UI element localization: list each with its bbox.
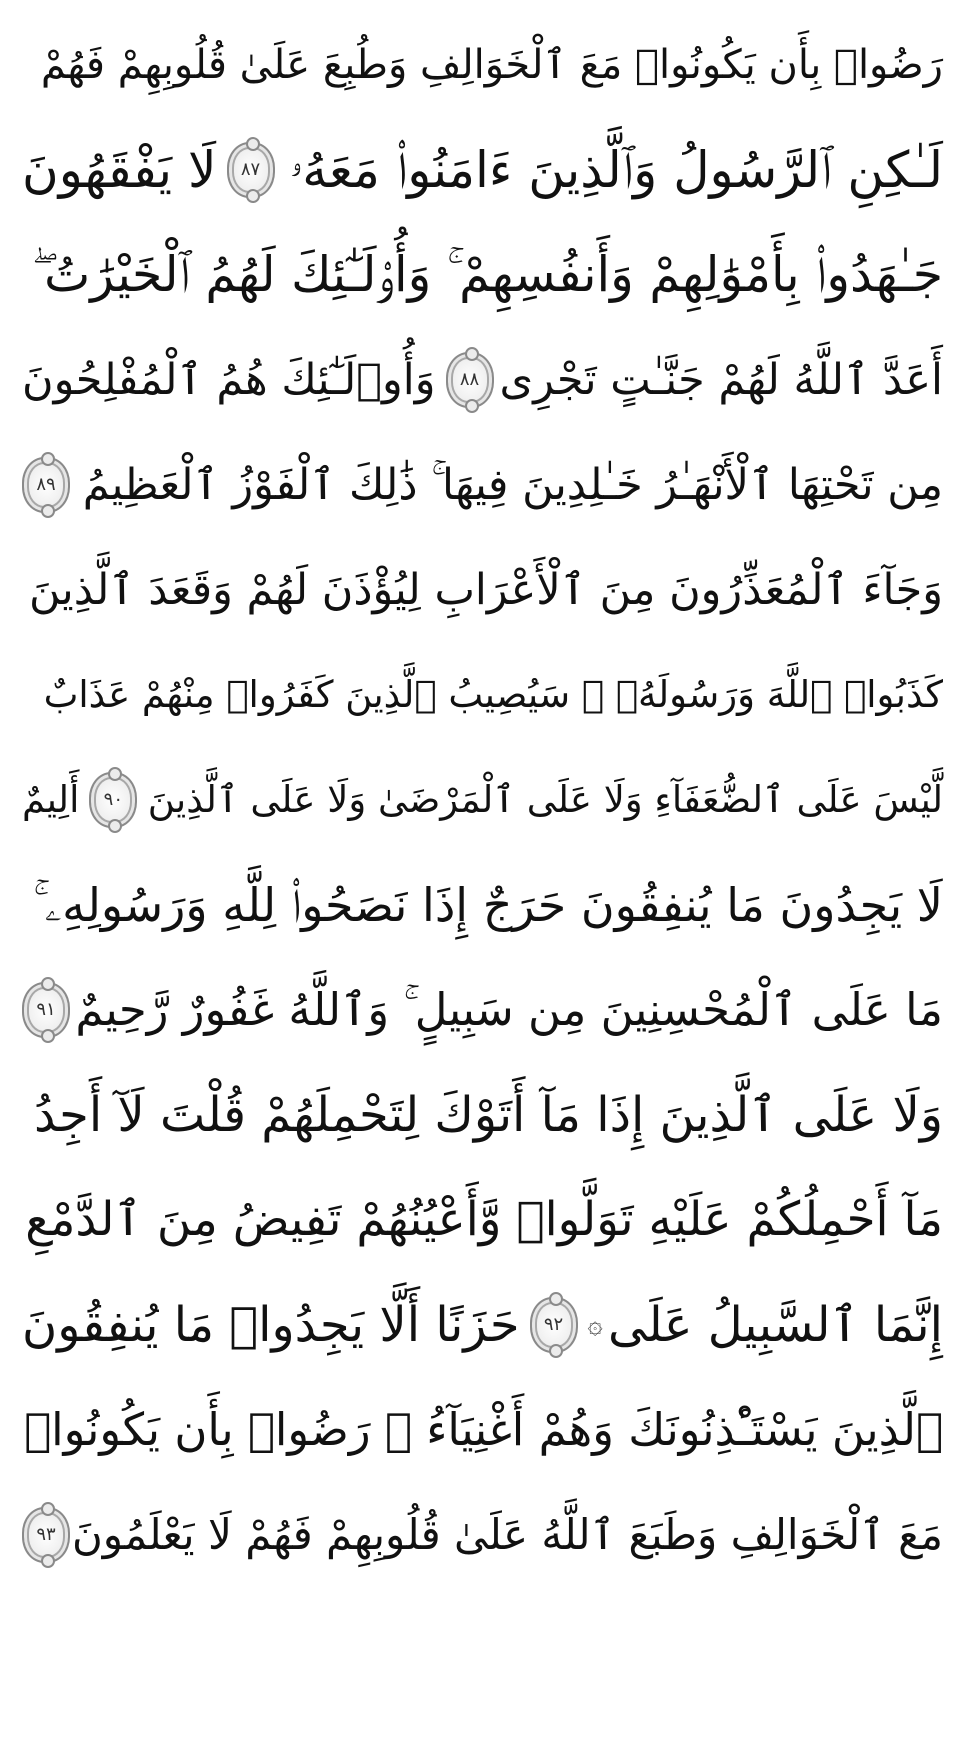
verse-text: مِن تَحْتِهَا ٱلْأَنْهَـٰرُ خَـٰلِدِينَ فِيهَا ۚ ذَٰلِكَ ٱلْفَوْزُ ٱلْعَظِيمُ [82, 460, 943, 510]
verse-text: مَعَ ٱلْخَوَالِفِ وَطَبَعَ ٱللَّهُ عَلَىٰ قُلُوبِهِمْ فَهُمْ لَا يَعْلَمُونَ [71, 1510, 943, 1559]
verse-text: مَآ أَحْمِلُكُمْ عَلَيْهِ تَوَلَّوا۟ وَّأَعْيُنُهُمْ تَفِيضُ مِنَ ٱلدَّمْعِ [25, 1192, 943, 1247]
verse-line-4 [22, 333, 943, 427]
verse-line-1 [22, 18, 943, 112]
ayah-number-medallion: ٩٠ [89, 772, 137, 828]
verse-line-7 [22, 648, 943, 742]
verse-text: رَضُوا۟ بِأَن يَكُونُوا۟ مَعَ ٱلْخَوَالِفِ وَطُبِعَ عَلَىٰ قُلُوبِهِمْ فَهُمْ [40, 42, 943, 88]
verse-text: مَا عَلَى ٱلْمُحْسِنِينَ مِن سَبِيلٍ ۚ وَٱللَّهُ غَفُورٌ رَّحِيمٌ [75, 983, 943, 1036]
verse-text: أَلِيمٌ [22, 778, 80, 821]
verse-text: أَعَدَّ ٱللَّهُ لَهُمْ جَنَّـٰتٍ تَجْرِى [499, 355, 943, 405]
verse-end-group [22, 1278, 603, 1372]
verse-end-group [22, 333, 494, 427]
verse-text: إِنَّمَا ٱلسَّبِيلُ عَلَى [607, 1297, 943, 1353]
ayah-number-medallion: ٨٨ [446, 352, 494, 408]
verse-line-2 [22, 123, 943, 217]
verse-line-3 [22, 228, 943, 322]
verse-line-5 [22, 438, 943, 532]
ayah-number-medallion: ٩٢ [530, 1297, 578, 1353]
verse-text: لَا يَفْقَهُونَ [22, 141, 217, 199]
verse-line-6 [22, 543, 943, 637]
verse-line-12 [22, 1173, 943, 1267]
verse-line-14 [22, 1383, 943, 1477]
verse-text: حَزَنًا أَلَّا يَجِدُوا۟ مَا يُنفِقُونَ [22, 1297, 520, 1353]
verse-text: لَـٰكِنِ ٱلرَّسُولُ وَٱلَّذِينَ ءَامَنُوا۟ مَعَهُۥ [289, 141, 943, 199]
verse-end-group [22, 753, 137, 847]
ayah-number-medallion: ٨٩ [22, 457, 70, 513]
verse-text: وَلَا عَلَى ٱلَّذِينَ إِذَا مَآ أَتَوْكَ لِتَحْمِلَهُمْ قُلْتَ لَآ أَجِدُ [33, 1087, 943, 1143]
verse-line-8 [22, 753, 943, 847]
ayah-number-medallion: ٩١ [22, 982, 70, 1038]
verse-line-15 [22, 1488, 943, 1582]
verse-end-group [22, 123, 275, 217]
verse-text: لَا يَجِدُونَ مَا يُنفِقُونَ حَرَجٌ إِذَا نَصَحُوا۟ لِلَّهِ وَرَسُولِهِۦ ۚ [33, 878, 943, 932]
verse-text: لَّيْسَ عَلَى ٱلضُّعَفَآءِ وَلَا عَلَى ٱلْمَرْضَىٰ وَلَا عَلَى ٱلَّذِينَ [147, 778, 943, 821]
verse-line-10 [22, 963, 943, 1057]
verse-line-11 [22, 1068, 943, 1162]
verse-text: ٱلَّذِينَ يَسْتَـْٔذِنُونَكَ وَهُمْ أَغْنِيَآءُ ۚ رَضُوا۟ بِأَن يَكُونُوا۟ [24, 1403, 943, 1456]
verse-text: وَجَآءَ ٱلْمُعَذِّرُونَ مِنَ ٱلْأَعْرَابِ لِيُؤْذَنَ لَهُمْ وَقَعَدَ ٱلَّذِينَ [29, 565, 943, 615]
verse-text: جَـٰهَدُوا۟ بِأَمْوَٰلِهِمْ وَأَنفُسِهِمْ ۚ وَأُو۟لَـٰٓئِكَ لَهُمُ ٱلْخَيْرَٰتُ ۖ [31, 246, 943, 303]
verse-text: كَذَبُوا۟ ٱللَّهَ وَرَسُولَهُۥ ۚ سَيُصِيبُ ٱلَّذِينَ كَفَرُوا۟ مِنْهُمْ عَذَابٌ [43, 673, 943, 716]
hizb-star-icon: ۞ [587, 1310, 603, 1340]
ayah-number-medallion: ٩٣ [22, 1507, 70, 1563]
ayah-number-medallion: ٨٧ [227, 142, 275, 198]
verse-text: وَأُو۟لَـٰٓئِكَ هُمُ ٱلْمُفْلِحُونَ [22, 355, 436, 405]
verse-line-13 [22, 1278, 943, 1372]
verse-line-9 [22, 858, 943, 952]
